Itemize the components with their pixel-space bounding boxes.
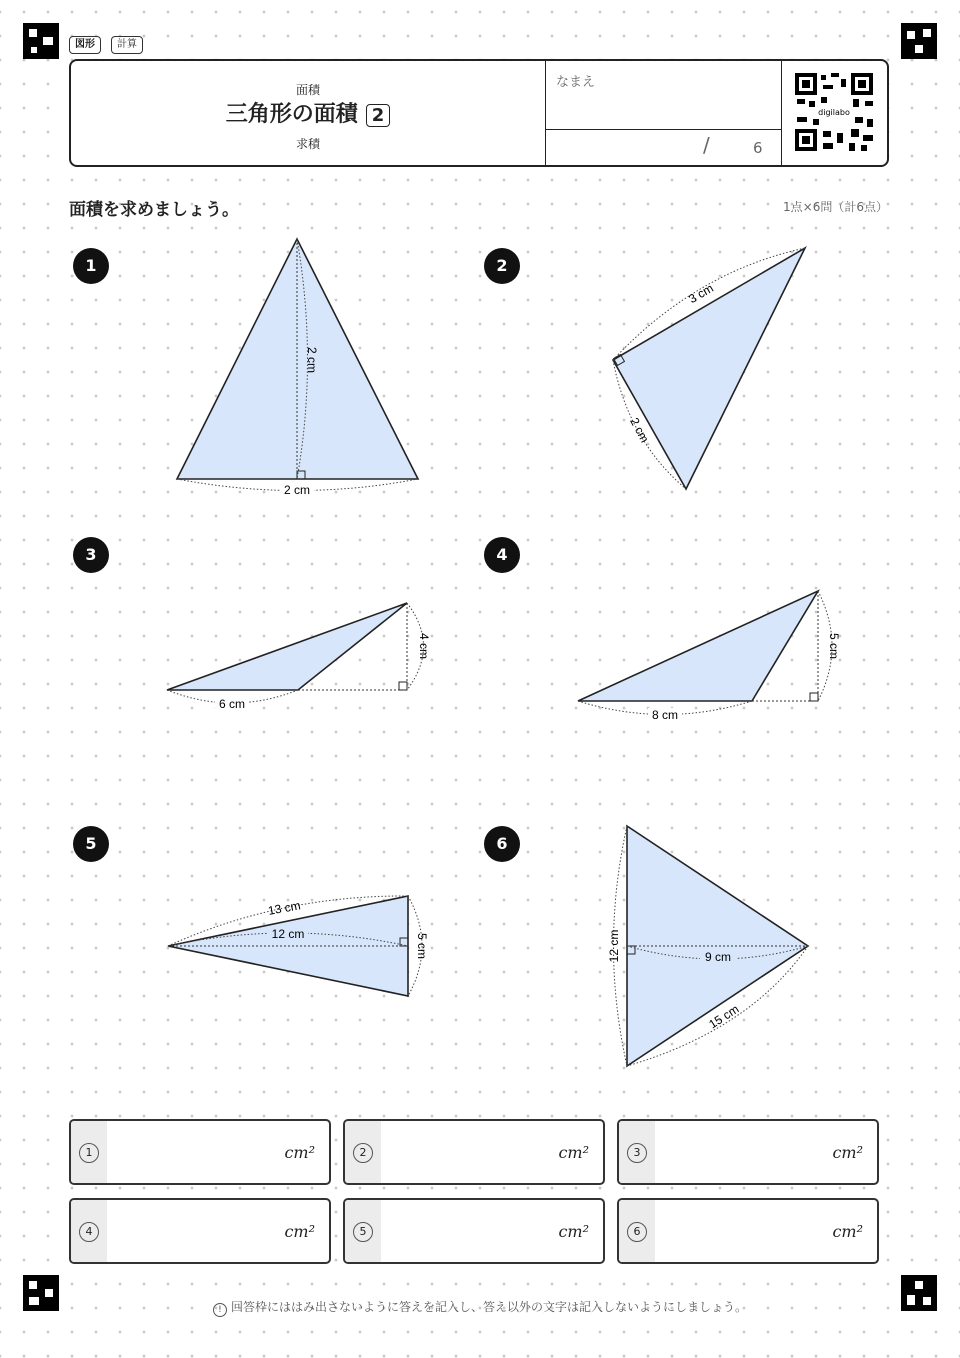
answer-box-2[interactable] xyxy=(343,1119,605,1185)
footer-note xyxy=(0,1298,960,1317)
answer-number: 6 xyxy=(627,1222,647,1242)
problem-badge-1: 1 xyxy=(73,248,109,284)
base-label-1: 2 cm xyxy=(283,483,311,497)
answer-label-area xyxy=(345,1121,381,1183)
side-label-6b: 9 cm xyxy=(704,950,732,964)
instruction: 面積を求めましょう。 xyxy=(69,200,239,220)
side-label-2b: 2 cm xyxy=(627,415,652,445)
tag-figure: 図形 xyxy=(69,36,101,54)
answer-unit: cm² xyxy=(284,1222,315,1241)
answer-box-3[interactable] xyxy=(617,1119,879,1185)
info-icon: ! xyxy=(213,1303,227,1317)
problem-5-figure xyxy=(168,896,429,996)
answer-unit: cm² xyxy=(832,1222,863,1241)
answer-label-area xyxy=(345,1200,381,1262)
answer-unit: cm² xyxy=(558,1143,589,1162)
problem-badge-5: 5 xyxy=(73,826,109,862)
right-angle-mark-4 xyxy=(810,693,818,701)
height-label-4: 5 cm xyxy=(827,632,841,660)
problem-badge-6: 6 xyxy=(484,826,520,862)
answer-box-6[interactable] xyxy=(617,1198,879,1264)
answer-label-area xyxy=(71,1200,107,1262)
title-text: 三角形の面積 xyxy=(225,102,358,127)
answer-box-5[interactable] xyxy=(343,1198,605,1264)
answer-label-area xyxy=(619,1121,655,1183)
answer-unit: cm² xyxy=(832,1143,863,1162)
problem-3-figure xyxy=(167,603,431,711)
triangle-4 xyxy=(578,591,818,701)
worksheet-number: 2 xyxy=(366,104,391,127)
height-label-1: 2 cm xyxy=(305,346,319,374)
side-label-6c: 15 cm xyxy=(706,1001,742,1032)
problem-2-figure xyxy=(613,248,805,489)
subtitle-label: 求積 xyxy=(295,137,320,151)
right-angle-mark-3 xyxy=(399,682,407,690)
answer-number: 3 xyxy=(627,1143,647,1163)
answer-number: 4 xyxy=(79,1222,99,1242)
height-label-3: 4 cm xyxy=(417,632,431,660)
tag-calculation: 計算 xyxy=(111,36,143,54)
problem-badge-3: 3 xyxy=(73,537,109,573)
side-label-5a: 13 cm xyxy=(266,898,302,918)
triangle-3 xyxy=(167,603,407,690)
score-max: 6 xyxy=(753,139,763,157)
footer-text: 回答枠にははみ出さないように答えを記入し、答え以外の文字は記入しないようにしましょう。 xyxy=(230,1300,747,1314)
category-label: 面積 xyxy=(295,83,320,97)
problem-badge-2: 2 xyxy=(484,248,520,284)
points-note: 1点×6問（計6点） xyxy=(783,200,888,214)
side-label-2a: 3 cm xyxy=(686,280,716,307)
name-field-label: なまえ xyxy=(556,75,596,90)
problem-4-figure xyxy=(578,591,841,722)
answer-box-4[interactable] xyxy=(69,1198,331,1264)
side-label-5b: 12 cm xyxy=(271,927,305,941)
side-label-6a: 12 cm xyxy=(607,929,621,963)
problem-1-figure xyxy=(177,239,418,497)
answer-label-area xyxy=(71,1121,107,1183)
problem-6-figure xyxy=(607,826,808,1066)
side-label-5c: 5 cm xyxy=(415,932,429,960)
svg-text:digilabo: digilabo xyxy=(818,108,850,117)
answer-unit: cm² xyxy=(284,1143,315,1162)
base-label-4: 8 cm xyxy=(651,708,679,722)
answer-number: 1 xyxy=(79,1143,99,1163)
problem-badge-4: 4 xyxy=(484,537,520,573)
answer-number: 5 xyxy=(353,1222,373,1242)
answer-label-area xyxy=(619,1200,655,1262)
answer-number: 2 xyxy=(353,1143,373,1163)
score-slash: / xyxy=(703,133,710,157)
answer-box-1[interactable] xyxy=(69,1119,331,1185)
answer-unit: cm² xyxy=(558,1222,589,1241)
base-label-3: 6 cm xyxy=(218,697,246,711)
